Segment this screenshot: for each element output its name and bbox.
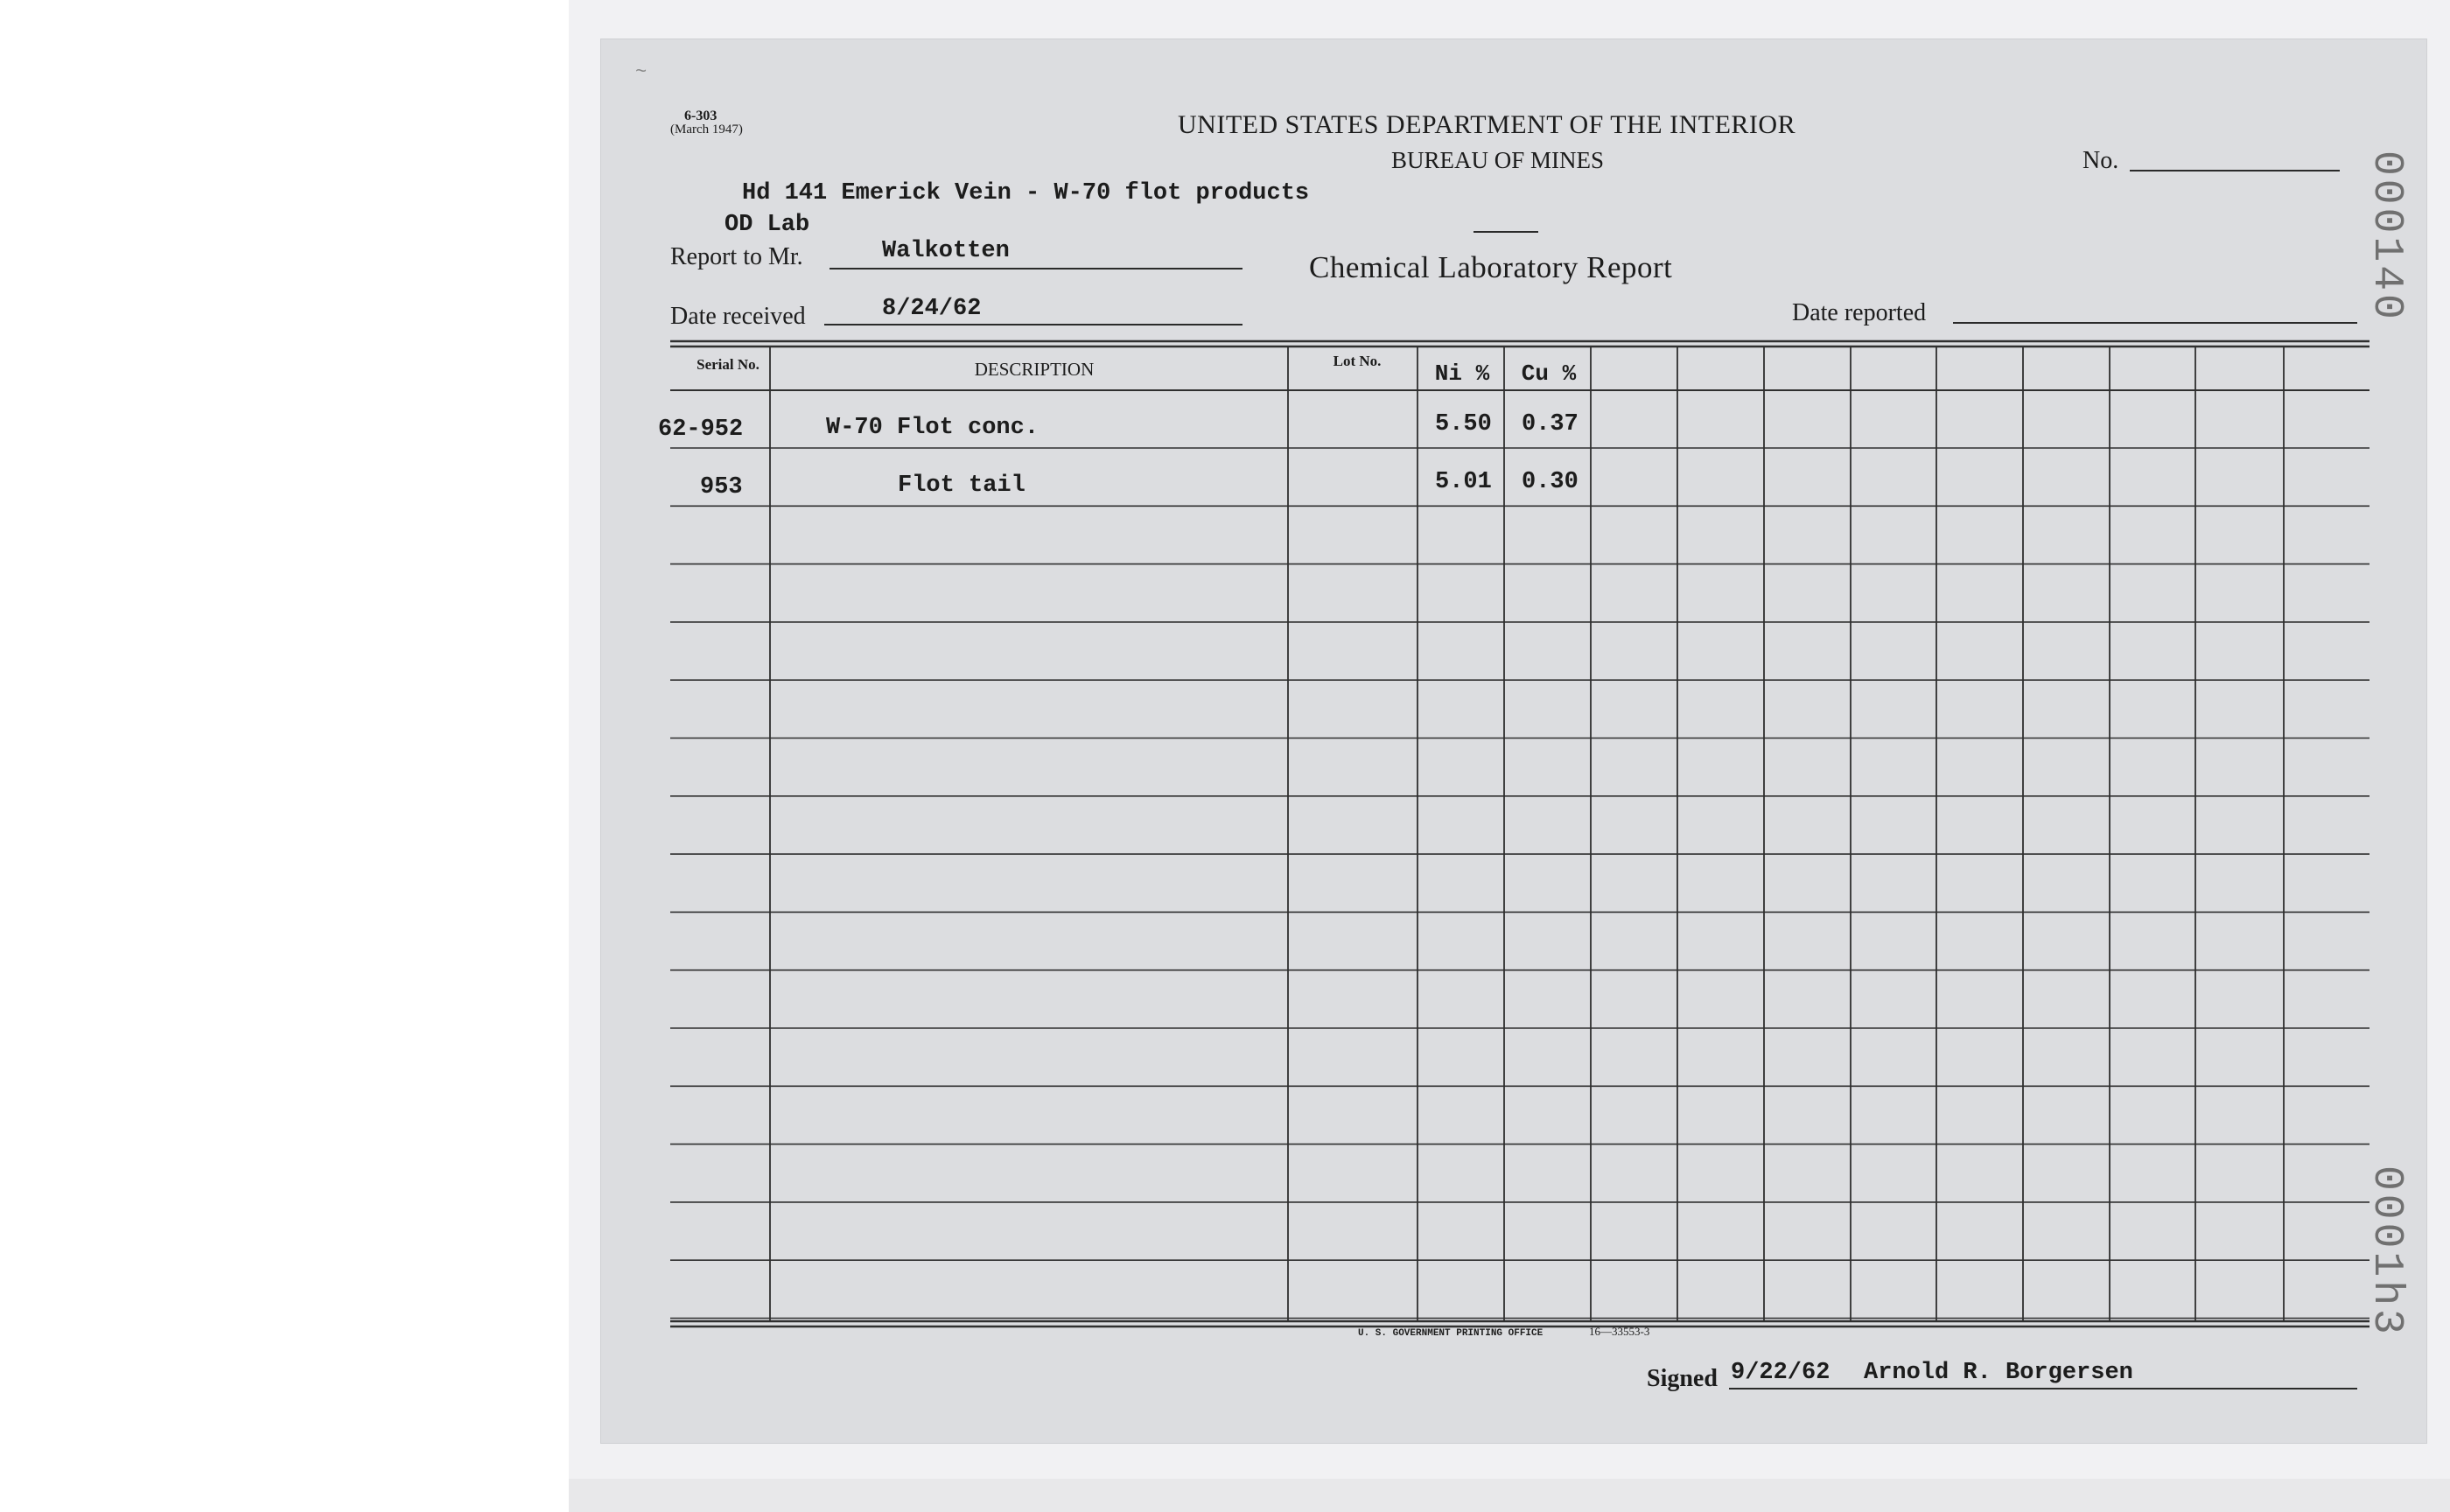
subject-line: Hd 141 Emerick Vein - W-70 flot products	[742, 180, 1310, 206]
bureau-heading: BUREAU OF MINES	[1391, 147, 1605, 173]
header-description: DESCRIPTION	[974, 359, 1095, 380]
header-serial-no: Serial No.	[696, 356, 760, 373]
row-1-ni: 5.50	[1435, 411, 1492, 438]
report-form	[600, 38, 2427, 1444]
lab-line: OD Lab	[724, 212, 810, 238]
signed-label: Signed	[1647, 1365, 1718, 1392]
scan-bottom-edge	[569, 1479, 2450, 1512]
row-2-ni: 5.01	[1435, 469, 1492, 495]
stamp-number-bottom: 0001h3	[2362, 1166, 2410, 1338]
signer-name: Arnold R. Borgersen	[1864, 1360, 2133, 1386]
row-1-description: W-70 Flot conc.	[826, 415, 1040, 441]
form-number: 6-303	[684, 108, 718, 123]
date-received-label: Date received	[670, 303, 806, 330]
stamp-number-top: 000140	[2362, 150, 2410, 323]
row-2-description: Flot tail	[898, 472, 1026, 499]
header-cu: Cu %	[1521, 360, 1577, 387]
header-lot-no: Lot No.	[1333, 353, 1382, 369]
report-title: Chemical Laboratory Report	[1309, 250, 1673, 284]
results-table-grid	[600, 38, 2427, 1444]
printing-code: 16—33553-3	[1589, 1325, 1650, 1338]
report-to-label: Report to Mr.	[670, 243, 803, 270]
signature-line	[1729, 1388, 2357, 1390]
row-2-serial: 953	[700, 474, 743, 500]
form-edition: (March 1947)	[670, 122, 743, 136]
corner-mark: ~	[635, 61, 648, 83]
header-ni: Ni %	[1434, 360, 1490, 387]
department-heading: UNITED STATES DEPARTMENT OF THE INTERIOR	[1178, 110, 1796, 139]
date-received-value: 8/24/62	[882, 296, 982, 322]
printing-office: U. S. GOVERNMENT PRINTING OFFICE	[1358, 1328, 1544, 1339]
report-to-value: Walkotten	[882, 238, 1010, 264]
row-2-cu: 0.30	[1522, 469, 1578, 495]
signed-date: 9/22/62	[1731, 1360, 1830, 1386]
row-1-cu: 0.37	[1522, 411, 1578, 438]
date-reported-label: Date reported	[1792, 299, 1927, 326]
row-1-serial: 62-952	[658, 416, 744, 443]
no-label: No.	[2082, 147, 2119, 174]
